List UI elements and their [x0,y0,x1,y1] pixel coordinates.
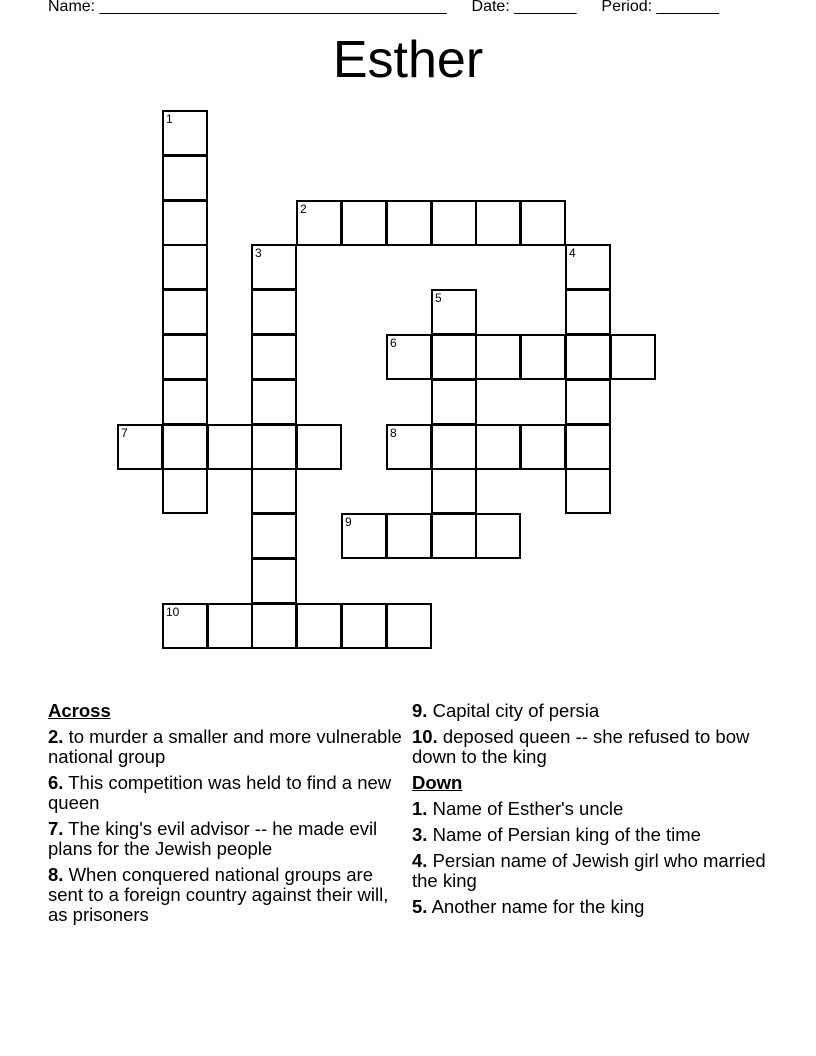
grid-cell[interactable] [162,155,208,201]
grid-cell[interactable] [117,424,163,470]
down-clue-1: 1. Name of Esther's uncle [412,798,624,819]
grid-cell[interactable] [341,603,387,649]
grid-cell[interactable] [386,513,432,559]
grid-cell[interactable] [251,424,297,470]
grid-cell[interactable] [431,289,477,335]
grid-cell[interactable] [162,200,208,246]
grid-cell[interactable] [207,424,253,470]
grid-cell[interactable] [162,468,208,514]
across-clue-6: 6. This competition was held to find a new queen [48,772,392,813]
grid-cell[interactable] [431,424,477,470]
across-clue-7: 7. The king's evil advisor -- he made evil plans for the Jewish people [48,818,378,859]
grid-cell[interactable] [431,200,477,246]
grid-cell[interactable] [565,424,611,470]
across-clue-8: 8. When conquered national groups are sent to a foreign country against their will, as prisoners [48,864,389,925]
clue-number: 2 [300,202,307,216]
across-clue-10: 10. deposed queen -- she refused to bow down to the king [412,726,750,767]
across-heading: Across [48,700,111,721]
grid-cell[interactable] [162,289,208,335]
grid-cell[interactable] [251,513,297,559]
grid-cell[interactable] [162,244,208,290]
grid-cell[interactable] [565,244,611,290]
down-clue-4: 4. Persian name of Jewish girl who married the king [412,850,766,891]
period-field-label[interactable]: Period: _______ [601,0,719,15]
grid-cell[interactable] [520,200,566,246]
grid-cell[interactable] [386,200,432,246]
grid-cell[interactable] [386,334,432,380]
grid-cell[interactable] [431,379,477,425]
grid-cell[interactable] [251,289,297,335]
grid-cell[interactable] [386,603,432,649]
grid-cell[interactable] [610,334,656,380]
grid-cell[interactable] [251,244,297,290]
grid-cell[interactable] [251,379,297,425]
grid-cell[interactable] [341,200,387,246]
across-clue-2: 2. to murder a smaller and more vulnerable national group [48,726,402,767]
across-clue-9: 9. Capital city of persia [412,700,600,721]
grid-cell[interactable] [251,468,297,514]
clue-number: 8 [390,426,397,440]
grid-cell[interactable] [296,424,342,470]
grid-cell[interactable] [520,334,566,380]
clues-left-column [48,701,403,931]
grid-cell[interactable] [565,468,611,514]
grid-cell[interactable] [565,289,611,335]
clue-number: 7 [121,426,128,440]
clues-right-column [412,701,772,923]
grid-cell[interactable] [162,379,208,425]
grid-cell[interactable] [475,334,521,380]
grid-cell[interactable] [162,110,208,156]
grid-cell[interactable] [386,424,432,470]
clue-number: 10 [166,605,180,619]
clue-number: 4 [569,246,576,260]
grid-cell[interactable] [251,603,297,649]
grid-cell[interactable] [431,513,477,559]
grid-cell[interactable] [251,558,297,604]
grid-cell[interactable] [475,424,521,470]
down-clue-3: 3. Name of Persian king of the time [412,824,701,845]
grid-cell[interactable] [565,379,611,425]
grid-cell[interactable] [251,334,297,380]
grid-cell[interactable] [162,603,208,649]
name-field-label[interactable]: Name: _______________________________________ [48,0,447,15]
date-field-label[interactable]: Date: _______ [471,0,577,15]
clue-number: 9 [345,515,352,529]
grid-cell[interactable] [341,513,387,559]
clue-number: 3 [255,246,262,260]
grid-cell[interactable] [296,200,342,246]
grid-cell[interactable] [162,424,208,470]
down-clue-5: 5. Another name for the king [412,896,645,917]
grid-cell[interactable] [565,334,611,380]
grid-cell[interactable] [207,603,253,649]
down-heading: Down [412,772,463,793]
grid-cell[interactable] [475,513,521,559]
grid-cell[interactable] [431,334,477,380]
grid-cell[interactable] [296,603,342,649]
clue-number: 1 [166,112,173,126]
grid-cell[interactable] [520,424,566,470]
grid-cell[interactable] [475,200,521,246]
clue-number: 6 [390,336,397,350]
grid-cell[interactable] [431,468,477,514]
page-title: Esther [332,31,484,89]
grid-cell[interactable] [162,334,208,380]
clue-number: 5 [435,291,442,305]
